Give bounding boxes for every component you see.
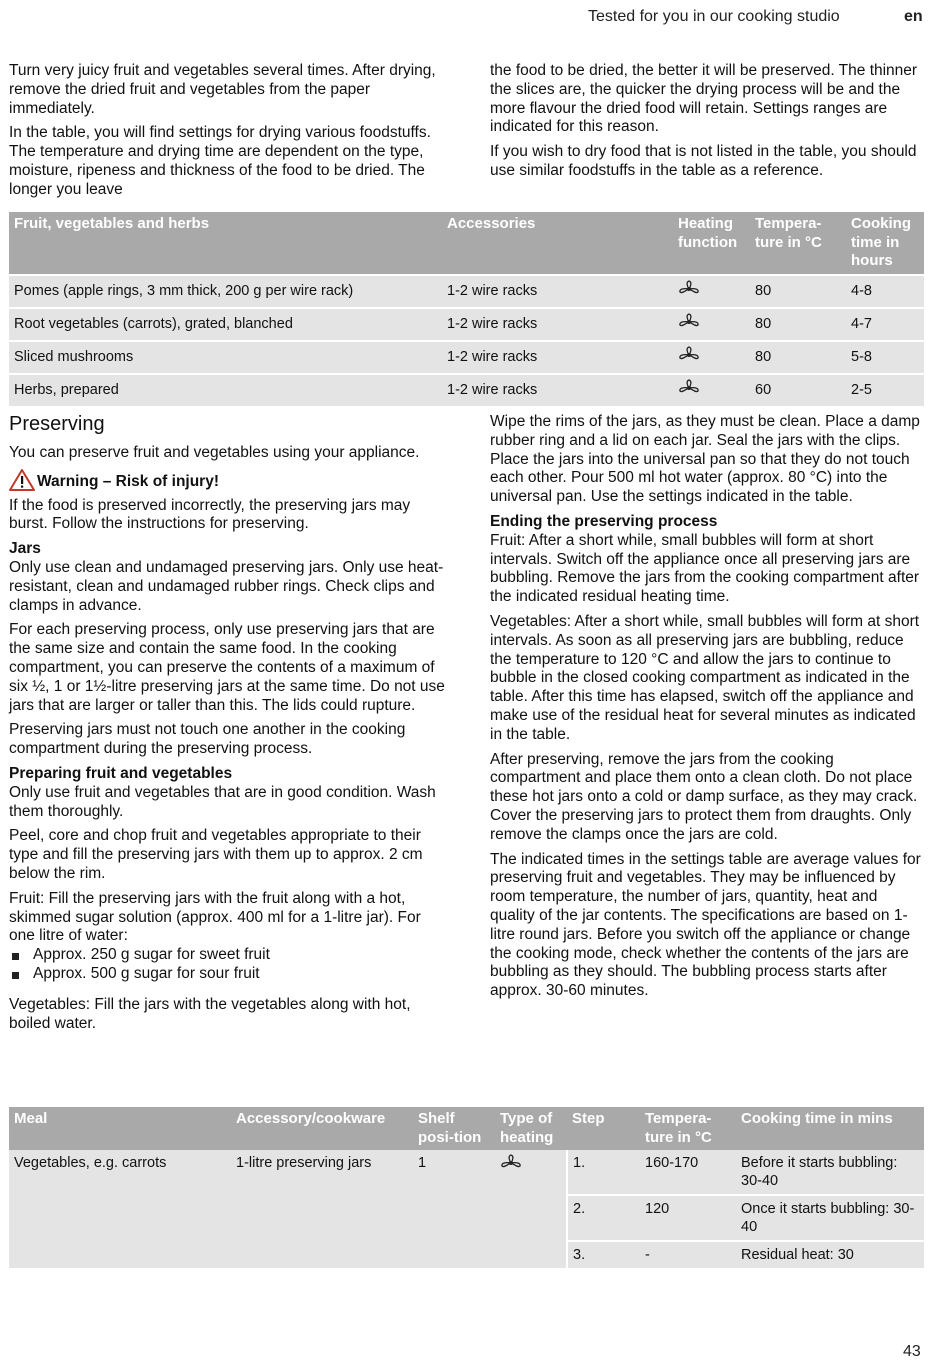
preserving-paragraph: Wipe the rims of the jars, as they must be clean. Place a damp rubber ring and a lid on each jar. Seal the jars with the clips. Place the jars into the universal pan so that they do not touch each other. Pour 500 ml hot water (approx. 80 °C) into the universal pan. Use the settings indicated in the table.: [490, 413, 920, 506]
accessories-cell: 1-2 wire racks: [442, 374, 673, 406]
subsection-title: Preparing fruit and vegetables: [9, 764, 233, 782]
heating-function-cell: [673, 308, 750, 341]
intro-paragraph: If you wish to dry food that is not listed in the table, you should use similar foodstuffs in the table as a reference.: [490, 143, 917, 179]
intro-left-column: [9, 62, 447, 206]
warning-icon: [9, 469, 37, 497]
column-header: Heating function: [673, 212, 750, 275]
accessories-cell: 1-2 wire racks: [442, 341, 673, 374]
column-header: Tempera-ture in °C: [750, 212, 846, 275]
food-cell: Pomes (apple rings, 3 mm thick, 200 g per wire rack): [9, 275, 442, 308]
heating-function-cell: [673, 275, 750, 308]
accessories-cell: 1-2 wire racks: [442, 275, 673, 308]
heating-type-cell: [495, 1150, 567, 1268]
fan-icon: [500, 1154, 522, 1177]
subsection-title: Jars: [9, 540, 41, 558]
time-cell: 5-8: [846, 341, 924, 374]
preserving-intro: You can preserve fruit and vegetables using your appliance.: [9, 444, 420, 461]
temperature-cell: 80: [750, 341, 846, 374]
list-item: Approx. 500 g sugar for sour fruit: [9, 965, 447, 984]
food-cell: Root vegetables (carrots), grated, blanched: [9, 308, 442, 341]
jars-paragraph: Preserving jars must not touch one another in the cooking compartment during the preserving process.: [9, 721, 406, 758]
temperature-cell: 120: [640, 1195, 736, 1241]
list-item: Approx. 250 g sugar for sweet fruit: [9, 946, 447, 965]
fan-icon: [678, 280, 700, 303]
shelf-cell: 1: [413, 1150, 495, 1268]
jars-paragraph: Only use clean and undamaged preserving jars. Only use heat-resistant, clean and undamaged rubber rings. Check clips and clamps in advance.: [9, 558, 444, 614]
preserving-settings-table: [9, 1107, 924, 1268]
preserving-left-column: [9, 412, 447, 1039]
time-cell: 4-8: [846, 275, 924, 308]
column-header: Shelf posi-tion: [413, 1107, 495, 1150]
intro-right-column: [490, 62, 926, 187]
table-row: [9, 308, 924, 341]
ending-paragraph: Vegetables: After a short while, small bubbles will form at short intervals. As soon as all preserving jars are bubbling, reduce the temperature to 120 °C and allow the jars to continue to bubble in the closed cooking compartment as indicated in the table. After this time has elapsed, switch off the appliance and make use of the residual heat for several minutes as indicated in the table.: [490, 612, 920, 743]
heating-function-cell: [673, 341, 750, 374]
accessories-cell: 1-2 wire racks: [442, 308, 673, 341]
table-header-row: [9, 1107, 924, 1150]
step-cell: 1.: [567, 1150, 640, 1195]
temperature-cell: 160-170: [640, 1150, 736, 1195]
fan-icon: [678, 313, 700, 336]
subsection-title: Ending the preserving process: [490, 512, 718, 530]
table-row: [9, 275, 924, 308]
fan-icon: [678, 346, 700, 369]
sugar-list: [9, 946, 447, 984]
time-cell: 2-5: [846, 374, 924, 406]
prep-paragraph: Vegetables: Fill the jars with the vegetables along with hot, boiled water.: [9, 995, 411, 1032]
accessory-cell: 1-litre preserving jars: [231, 1150, 413, 1268]
drying-settings-table: [9, 212, 924, 406]
table-row: [9, 374, 924, 406]
fan-icon: [678, 379, 700, 402]
column-header: Cooking time in mins: [736, 1107, 924, 1150]
step-cell: 2.: [567, 1195, 640, 1241]
intro-paragraph: In the table, you will find settings for drying various foodstuffs. The temperature and drying time are dependent on the type, moisture, ripeness and thickness of the food to be dried. The longer you leave: [9, 124, 431, 198]
column-header: Step: [567, 1107, 640, 1150]
table-row: [9, 1150, 924, 1195]
column-header: Cooking time in hours: [846, 212, 924, 275]
warning-text: If the food is preserved incorrectly, the preserving jars may burst. Follow the instructions for preserving.: [9, 496, 411, 533]
time-cell: Before it starts bubbling: 30-40: [736, 1150, 924, 1195]
section-title: Preserving: [9, 413, 105, 435]
table-row: [9, 341, 924, 374]
time-cell: Residual heat: 30: [736, 1241, 924, 1268]
intro-paragraph: Turn very juicy fruit and vegetables several times. After drying, remove the dried fruit and vegetables from the paper immediately.: [9, 62, 436, 117]
temperature-cell: 60: [750, 374, 846, 406]
table-header-row: [9, 212, 924, 275]
temperature-cell: 80: [750, 308, 846, 341]
header-title: Tested for you in our cooking studio: [588, 8, 840, 25]
warning-heading: [9, 469, 447, 497]
column-header: Meal: [9, 1107, 231, 1150]
column-header: Type of heating: [495, 1107, 567, 1150]
temperature-cell: -: [640, 1241, 736, 1268]
ending-paragraph: The indicated times in the settings table are average values for preserving fruit and vegetables. They may be influenced by room temperature, the number of jars, quantity, heat and quality of the jar contents. The specifications are based on 1-litre round jars. Before you switch off the appliance or change the cooking mode, check whether the contents of the jars are bubbling as they should. The bubbling process starts after approx. 30-60 minutes.: [490, 850, 921, 1000]
meal-cell: Vegetables, e.g. carrots: [9, 1150, 231, 1268]
column-header: Tempera-ture in °C: [640, 1107, 736, 1150]
intro-paragraph: the food to be dried, the better it will be preserved. The thinner the slices are, the quicker the drying process will be and the more flavour the dried food will retain. Settings ranges are indicated for this reason.: [490, 62, 918, 136]
time-cell: Once it starts bubbling: 30-40: [736, 1195, 924, 1241]
ending-paragraph: After preserving, remove the jars from the cooking compartment and place them onto a clean cloth. Do not place these hot jars onto a cold or damp surface, as they may crack. Cover the preserving jars to protect them from draughts. Only remove the clamps once the jars are cold.: [490, 750, 918, 843]
preserving-right-column: [490, 413, 926, 1007]
column-header: Fruit, vegetables and herbs: [9, 212, 442, 275]
step-cell: 3.: [567, 1241, 640, 1268]
warning-title: Warning – Risk of injury!: [37, 473, 219, 491]
food-cell: Sliced mushrooms: [9, 341, 442, 374]
prep-paragraph: Peel, core and chop fruit and vegetables appropriate to their type and fill the preserving jars with them up to approx. 2 cm below the rim.: [9, 827, 423, 882]
column-header: Accessory/cookware: [231, 1107, 413, 1150]
temperature-cell: 80: [750, 275, 846, 308]
heating-function-cell: [673, 374, 750, 406]
page-header: [0, 8, 950, 30]
prep-paragraph: Only use fruit and vegetables that are in good condition. Wash them thoroughly.: [9, 783, 436, 820]
food-cell: Herbs, prepared: [9, 374, 442, 406]
prep-paragraph: Fruit: Fill the preserving jars with the fruit along with a hot, skimmed sugar solution (approx. 400 ml for a 1-litre jar). For one litre of water:: [9, 889, 421, 945]
column-header: Accessories: [442, 212, 673, 275]
jars-paragraph: For each preserving process, only use preserving jars that are the same size and contain the same food. In the cooking compartment, you can preserve the contents of a maximum of six ½, 1 or 1½-litre preserving jars at the same time. Do not use jars that are larger or taller than this. The lids could rupture.: [9, 621, 445, 714]
header-language: en: [904, 8, 923, 25]
time-cell: 4-7: [846, 308, 924, 341]
ending-paragraph: Fruit: After a short while, small bubbles will form at short intervals. Switch off the appliance once all preserving jars are bubbling. Remove the jars from the cooking compartment after the indicated residual heating time.: [490, 531, 920, 606]
page-number: 43: [903, 1343, 921, 1360]
